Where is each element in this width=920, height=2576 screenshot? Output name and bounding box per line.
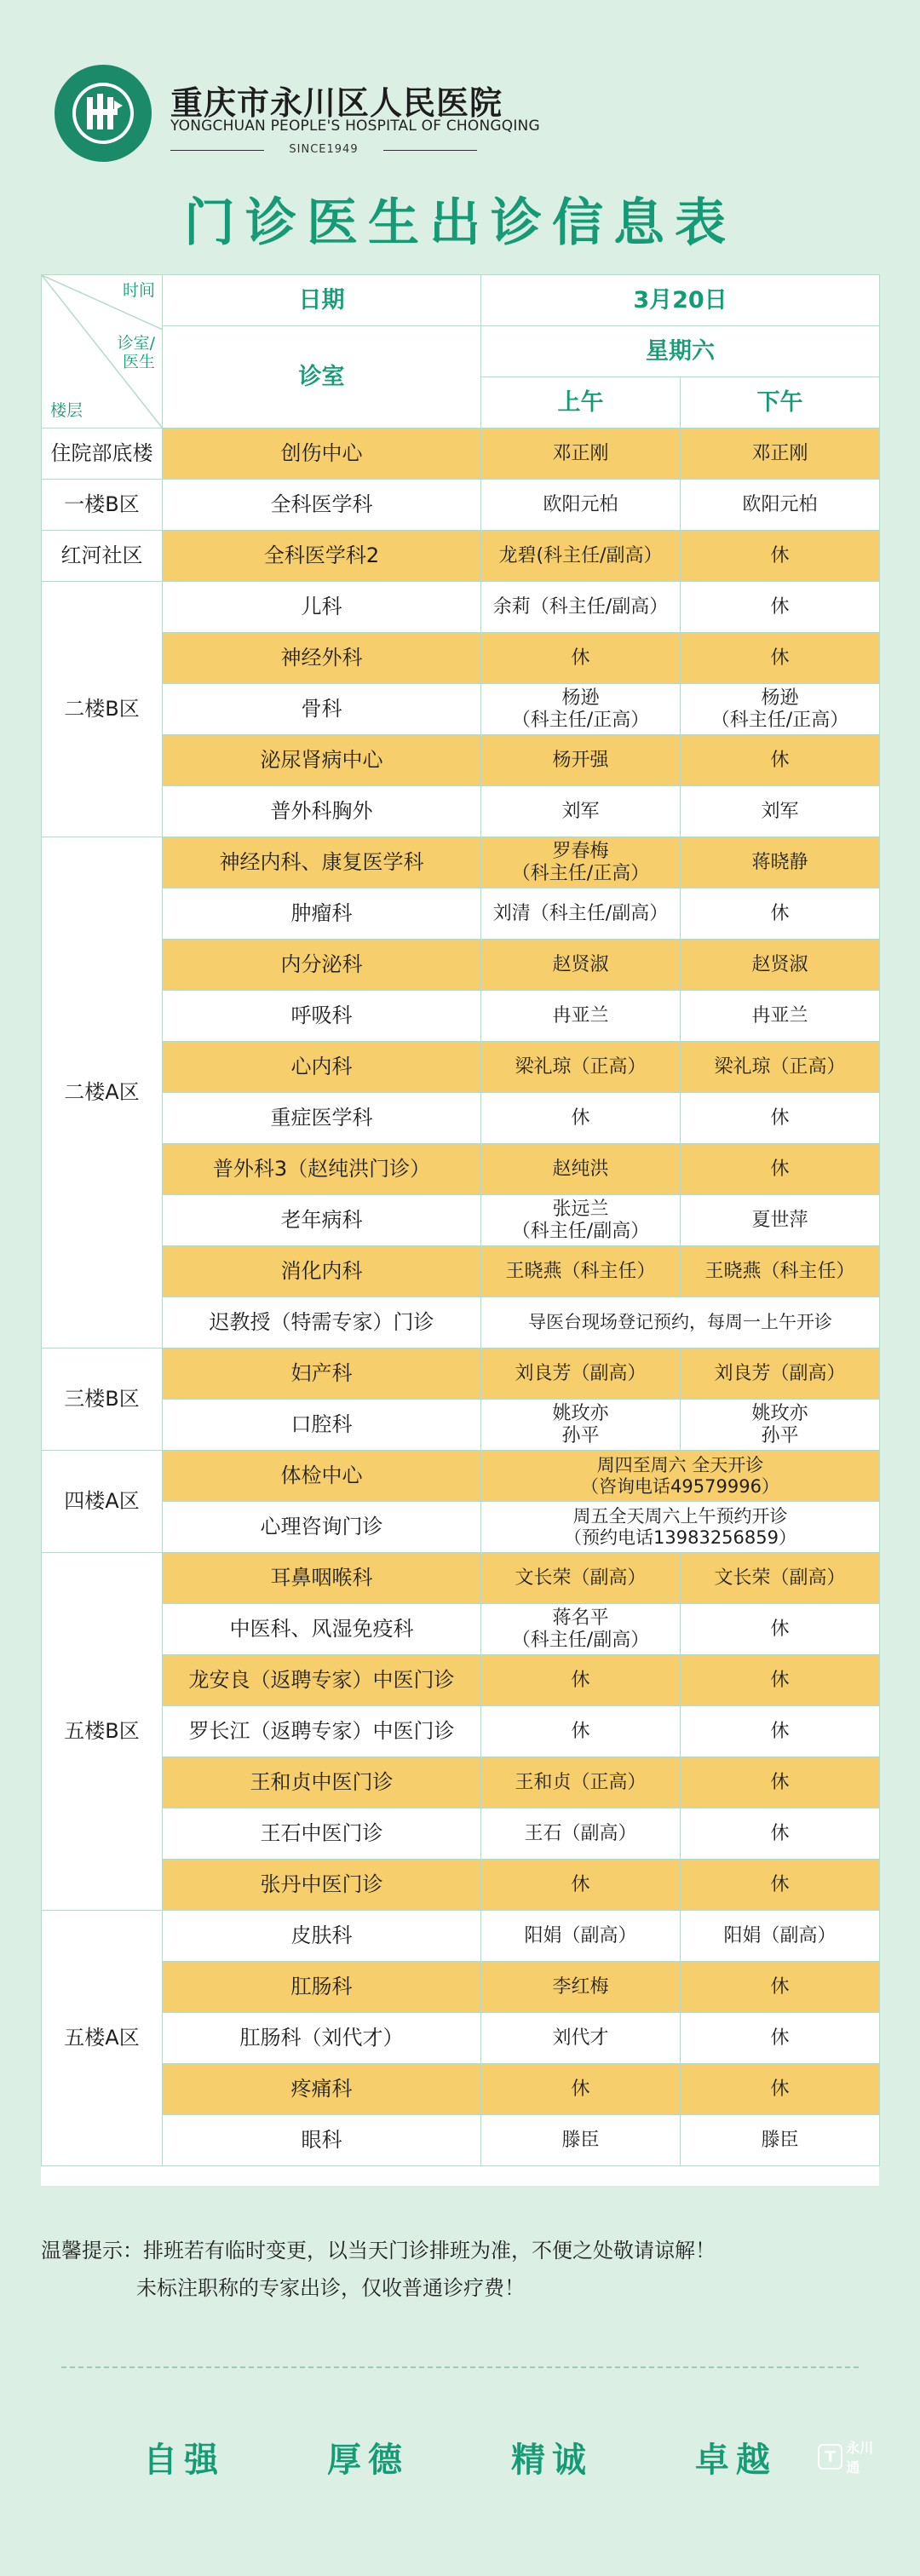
notice-line-1: 温馨提示：排班若有临时变更，以当天门诊排班为准，不便之处敬请谅解！ xyxy=(41,2239,716,2263)
am-doctor-cell: 休 xyxy=(481,2064,681,2115)
am-doctor-cell: 滕臣 xyxy=(481,2115,681,2166)
warm-notice xyxy=(41,2232,884,2307)
weekday-label: 星期六 xyxy=(481,326,880,377)
pm-doctor-cell: 阳娟（副高） xyxy=(681,1911,880,1962)
page-title: 门诊医生出诊信息表 xyxy=(184,193,736,253)
department-cell: 呼吸科 xyxy=(163,991,481,1042)
am-doctor-cell: 杨逊 （科主任/正高） xyxy=(481,684,681,735)
table-row xyxy=(42,1706,880,1757)
pm-doctor-cell: 休 xyxy=(681,1757,880,1808)
department-cell: 疼痛科 xyxy=(163,2064,481,2115)
pm-doctor-cell: 梁礼琼（正高） xyxy=(681,1042,880,1093)
motto-word: 精诚 xyxy=(510,2441,593,2480)
department-cell: 肛肠科 xyxy=(163,1962,481,2013)
pm-doctor-cell: 王晓燕（科主任） xyxy=(681,1246,880,1297)
hospital-motto xyxy=(0,2433,920,2481)
pm-doctor-cell: 赵贤淑 xyxy=(681,940,880,991)
am-doctor-cell: 欧阳元柏 xyxy=(481,480,681,531)
am-doctor-cell: 罗春梅 （科主任/正高） xyxy=(481,837,681,888)
pm-doctor-cell: 休 xyxy=(681,2013,880,2064)
table-row xyxy=(42,2064,880,2115)
hospital-logo-block xyxy=(55,65,540,167)
department-cell: 心内科 xyxy=(163,1042,481,1093)
table-row xyxy=(42,1093,880,1144)
department-cell: 眼科 xyxy=(163,2115,481,2166)
department-cell: 普外科3（赵纯洪门诊） xyxy=(163,1144,481,1195)
pm-doctor-cell: 休 xyxy=(681,1962,880,2013)
am-doctor-cell: 赵纯洪 xyxy=(481,1144,681,1195)
table-row xyxy=(42,1860,880,1911)
pm-doctor-cell: 刘军 xyxy=(681,786,880,837)
department-cell: 皮肤科 xyxy=(163,1911,481,1962)
department-cell: 妇产科 xyxy=(163,1348,481,1400)
am-doctor-cell: 赵贤淑 xyxy=(481,940,681,991)
department-cell: 老年病科 xyxy=(163,1195,481,1246)
hospital-since: SINCE1949 xyxy=(170,143,477,156)
department-cell: 泌尿肾病中心 xyxy=(163,735,481,786)
pm-doctor-cell: 休 xyxy=(681,735,880,786)
table-row xyxy=(42,1911,880,1962)
schedule-table-container xyxy=(41,274,879,2186)
floor-cell: 五楼B区 xyxy=(42,1553,163,1911)
pm-doctor-cell: 休 xyxy=(681,633,880,684)
am-doctor-cell: 王石（副高） xyxy=(481,1808,681,1860)
pm-doctor-cell: 休 xyxy=(681,1655,880,1706)
department-cell: 儿科 xyxy=(163,582,481,633)
department-cell: 消化内科 xyxy=(163,1246,481,1297)
department-cell: 神经内科、康复医学科 xyxy=(163,837,481,888)
department-cell: 骨科 xyxy=(163,684,481,735)
table-row xyxy=(42,531,880,582)
pm-doctor-cell: 休 xyxy=(681,1706,880,1757)
department-cell: 迟教授（特需专家）门诊 xyxy=(163,1297,481,1348)
table-row xyxy=(42,480,880,531)
department-cell: 口腔科 xyxy=(163,1400,481,1451)
department-cell: 王和贞中医门诊 xyxy=(163,1757,481,1808)
hospital-seal-icon xyxy=(55,65,152,162)
am-doctor-cell: 阳娟（副高） xyxy=(481,1911,681,1962)
pm-doctor-cell: 文长荣（副高） xyxy=(681,1553,880,1604)
department-cell: 重症医学科 xyxy=(163,1093,481,1144)
am-doctor-cell: 刘军 xyxy=(481,786,681,837)
pm-doctor-cell: 休 xyxy=(681,1144,880,1195)
schedule-note-cell: 周四至周六 全天开诊 （咨询电话49579996） xyxy=(481,1451,880,1502)
pm-doctor-cell: 刘良芳（副高） xyxy=(681,1348,880,1400)
department-cell: 肛肠科（刘代才） xyxy=(163,2013,481,2064)
department-cell: 创伤中心 xyxy=(163,428,481,480)
am-doctor-cell: 冉亚兰 xyxy=(481,991,681,1042)
table-row xyxy=(42,1604,880,1655)
motto-word: 厚德 xyxy=(327,2441,410,2480)
table-row xyxy=(42,1144,880,1195)
pm-doctor-cell: 欧阳元柏 xyxy=(681,480,880,531)
am-doctor-cell: 休 xyxy=(481,1655,681,1706)
am-doctor-cell: 余莉（科主任/副高） xyxy=(481,582,681,633)
department-cell: 张丹中医门诊 xyxy=(163,1860,481,1911)
am-doctor-cell: 姚玫亦 孙平 xyxy=(481,1400,681,1451)
floor-cell: 四楼A区 xyxy=(42,1451,163,1553)
am-doctor-cell: 杨开强 xyxy=(481,735,681,786)
pm-doctor-cell: 休 xyxy=(681,1860,880,1911)
floor-cell: 二楼B区 xyxy=(42,582,163,837)
table-row xyxy=(42,1246,880,1297)
table-row xyxy=(42,1400,880,1451)
table-row xyxy=(42,1962,880,2013)
table-row xyxy=(42,1502,880,1553)
department-cell: 罗长江（返聘专家）中医门诊 xyxy=(163,1706,481,1757)
am-doctor-cell: 休 xyxy=(481,1093,681,1144)
corner-room-label: 诊室/ 医生 xyxy=(117,334,155,371)
pm-doctor-cell: 休 xyxy=(681,1093,880,1144)
am-doctor-cell: 休 xyxy=(481,633,681,684)
corner-floor-label: 楼层 xyxy=(50,401,83,421)
table-row xyxy=(42,940,880,991)
notice-line-2: 未标注职称的专家出诊，仅收普通诊疗费！ xyxy=(136,2276,525,2300)
footer-divider xyxy=(61,2366,859,2368)
table-row xyxy=(42,1553,880,1604)
pm-doctor-cell: 休 xyxy=(681,582,880,633)
pm-doctor-cell: 休 xyxy=(681,1604,880,1655)
am-doctor-cell: 文长荣（副高） xyxy=(481,1553,681,1604)
department-cell: 肿瘤科 xyxy=(163,888,481,940)
pm-doctor-cell: 冉亚兰 xyxy=(681,991,880,1042)
department-cell: 耳鼻咽喉科 xyxy=(163,1553,481,1604)
am-doctor-cell: 梁礼琼（正高） xyxy=(481,1042,681,1093)
table-row xyxy=(42,633,880,684)
department-cell: 心理咨询门诊 xyxy=(163,1502,481,1553)
table-row xyxy=(42,1808,880,1860)
am-label: 上午 xyxy=(481,377,681,428)
pm-doctor-cell: 杨逊 （科主任/正高） xyxy=(681,684,880,735)
motto-word: 卓越 xyxy=(694,2441,777,2480)
table-row xyxy=(42,1655,880,1706)
table-row xyxy=(42,837,880,888)
department-cell: 全科医学科 xyxy=(163,480,481,531)
floor-cell: 二楼A区 xyxy=(42,837,163,1348)
corner-time-label: 时间 xyxy=(122,281,155,300)
pm-doctor-cell: 休 xyxy=(681,1808,880,1860)
am-doctor-cell: 张远兰 （科主任/副高） xyxy=(481,1195,681,1246)
app-watermark xyxy=(818,2440,886,2474)
table-row xyxy=(42,1348,880,1400)
department-cell: 龙安良（返聘专家）中医门诊 xyxy=(163,1655,481,1706)
schedule-note-cell: 导医台现场登记预约，每周一上午开诊 xyxy=(481,1297,880,1348)
am-doctor-cell: 休 xyxy=(481,1706,681,1757)
table-row xyxy=(42,428,880,480)
am-doctor-cell: 龙碧(科主任/副高） xyxy=(481,531,681,582)
pm-doctor-cell: 休 xyxy=(681,2064,880,2115)
pm-doctor-cell: 夏世萍 xyxy=(681,1195,880,1246)
pm-doctor-cell: 滕臣 xyxy=(681,2115,880,2166)
department-cell: 体检中心 xyxy=(163,1451,481,1502)
pm-doctor-cell: 休 xyxy=(681,531,880,582)
table-corner-cell xyxy=(42,275,163,428)
floor-cell: 一楼B区 xyxy=(42,480,163,531)
table-row xyxy=(42,786,880,837)
am-doctor-cell: 王和贞（正高） xyxy=(481,1757,681,1808)
table-row xyxy=(42,1451,880,1502)
department-cell: 普外科胸外 xyxy=(163,786,481,837)
am-doctor-cell: 邓正刚 xyxy=(481,428,681,480)
am-doctor-cell: 刘良芳（副高） xyxy=(481,1348,681,1400)
table-row xyxy=(42,2013,880,2064)
department-cell: 神经外科 xyxy=(163,633,481,684)
app-logo-icon: T xyxy=(818,2444,842,2470)
am-doctor-cell: 李红梅 xyxy=(481,1962,681,2013)
schedule-note-cell: 周五全天周六上午预约开诊 （预约电话13983256859） xyxy=(481,1502,880,1553)
am-doctor-cell: 王晓燕（科主任） xyxy=(481,1246,681,1297)
am-doctor-cell: 刘清（科主任/副高） xyxy=(481,888,681,940)
department-cell: 全科医学科2 xyxy=(163,531,481,582)
table-row xyxy=(42,1757,880,1808)
hospital-name-en: YONGCHUAN PEOPLE'S HOSPITAL OF CHONGQING xyxy=(170,118,540,135)
am-doctor-cell: 蒋名平 （科主任/副高） xyxy=(481,1604,681,1655)
table-row xyxy=(42,582,880,633)
pm-doctor-cell: 邓正刚 xyxy=(681,428,880,480)
am-doctor-cell: 休 xyxy=(481,1860,681,1911)
department-cell: 中医科、风湿免疫科 xyxy=(163,1604,481,1655)
table-row xyxy=(42,684,880,735)
floor-cell: 红河社区 xyxy=(42,531,163,582)
hospital-name-cn: 重庆市永川区人民医院 xyxy=(170,84,503,122)
table-row xyxy=(42,1042,880,1093)
table-row xyxy=(42,1195,880,1246)
floor-cell: 三楼B区 xyxy=(42,1348,163,1451)
table-row xyxy=(42,735,880,786)
pm-doctor-cell: 蒋晓静 xyxy=(681,837,880,888)
table-row xyxy=(42,991,880,1042)
pm-doctor-cell: 休 xyxy=(681,888,880,940)
motto-word: 自强 xyxy=(143,2441,226,2480)
table-row xyxy=(42,888,880,940)
department-cell: 王石中医门诊 xyxy=(163,1808,481,1860)
date-label: 日期 xyxy=(163,275,481,326)
date-value: 3月20日 xyxy=(481,275,880,326)
pm-label: 下午 xyxy=(681,377,880,428)
pm-doctor-cell: 姚玫亦 孙平 xyxy=(681,1400,880,1451)
app-name: 永川通 xyxy=(846,2440,874,2475)
table-row xyxy=(42,1297,880,1348)
table-row xyxy=(42,2115,880,2166)
floor-cell: 五楼A区 xyxy=(42,1911,163,2166)
am-doctor-cell: 刘代才 xyxy=(481,2013,681,2064)
room-label: 诊室 xyxy=(163,326,481,428)
schedule-table xyxy=(41,274,880,2166)
department-cell: 内分泌科 xyxy=(163,940,481,991)
floor-cell: 住院部底楼 xyxy=(42,428,163,480)
